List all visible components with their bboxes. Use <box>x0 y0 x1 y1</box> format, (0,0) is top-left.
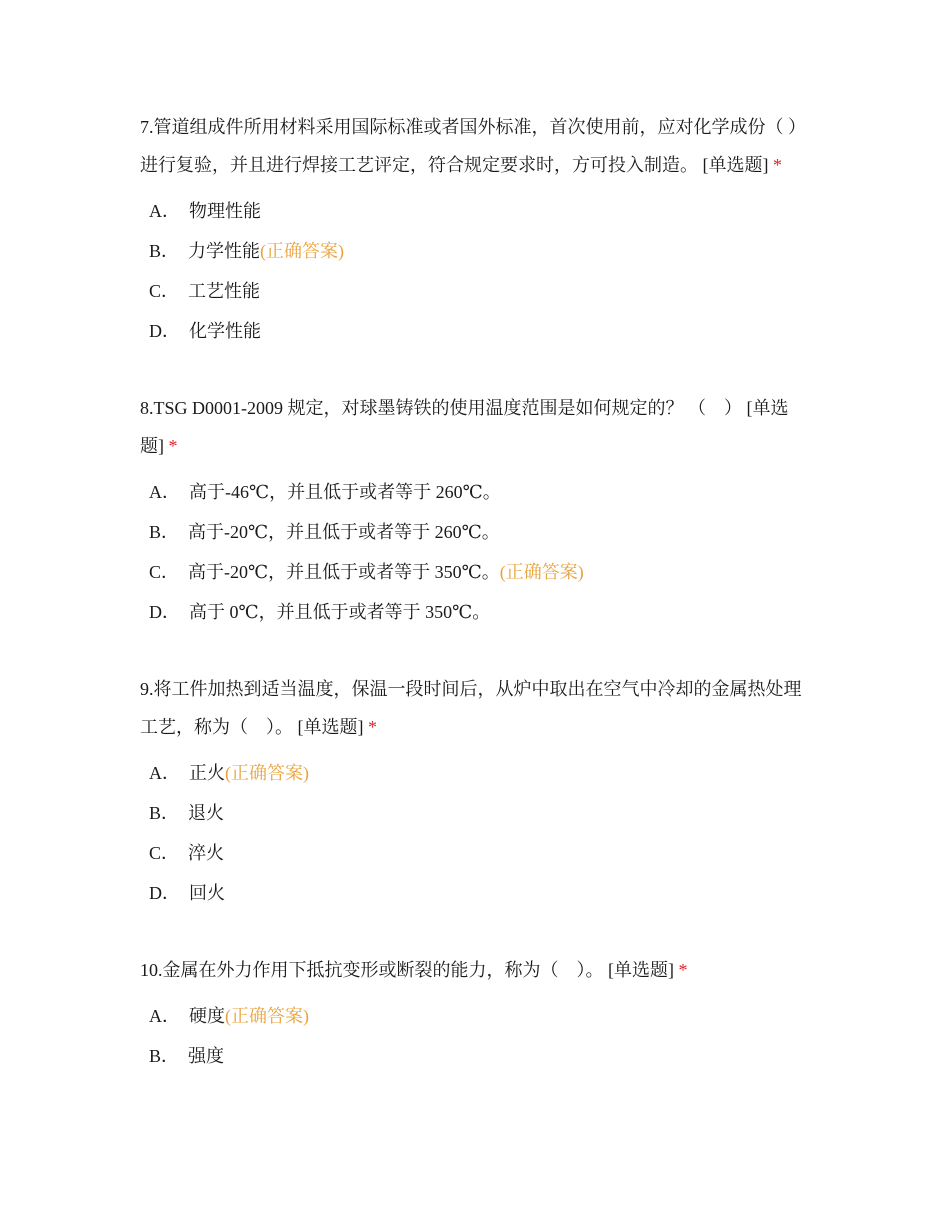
question-list <box>140 108 812 1076</box>
option-d[interactable] <box>140 311 812 351</box>
option-a[interactable] <box>140 996 812 1036</box>
option-text: 高于 0℃，并且低于或者等于 350℃。 <box>189 602 491 622</box>
options-list <box>140 996 812 1076</box>
correct-answer-tag: (正确答案) <box>260 241 345 261</box>
option-text: 物理性能 <box>189 201 261 221</box>
question-8 <box>140 389 812 632</box>
option-text: 高于-20℃，并且低于或者等于 260℃。 <box>188 522 500 542</box>
question-7 <box>140 108 812 351</box>
required-star: * <box>773 155 782 175</box>
option-letter: D． <box>149 321 180 341</box>
question-10 <box>140 951 812 1076</box>
question-9 <box>140 670 812 913</box>
question-stem: 9.将工件加热到适当温度，保温一段时间后，从炉中取出在空气中冷却的金属热处理工艺，称为（ ）。 [单选题] <box>140 679 802 737</box>
correct-answer-tag: (正确答案) <box>225 1006 309 1026</box>
option-letter: B． <box>149 803 180 823</box>
option-letter: B． <box>149 522 180 542</box>
question-text <box>140 389 812 465</box>
option-text: 回火 <box>189 883 225 903</box>
question-stem: 8.TSG D0001-2009 规定，对球墨铸铁的使用温度范围是如何规定的？ （ ） [单选题] <box>140 398 789 456</box>
option-letter: C． <box>149 843 180 863</box>
option-text: 退火 <box>188 803 225 823</box>
option-c[interactable] <box>140 552 812 592</box>
option-letter: B． <box>149 1046 180 1066</box>
question-stem: 10.金属在外力作用下抵抗变形或断裂的能力，称为（ ）。 [单选题] <box>140 960 674 980</box>
option-letter: A． <box>149 201 180 221</box>
option-text: 强度 <box>188 1046 225 1066</box>
option-letter: A． <box>149 482 180 502</box>
option-c[interactable] <box>140 271 812 311</box>
option-a[interactable] <box>140 753 812 793</box>
option-b[interactable] <box>140 512 812 552</box>
option-text: 淬火 <box>188 843 225 863</box>
question-text <box>140 670 812 746</box>
option-text: 高于-20℃，并且低于或者等于 350℃。 <box>188 562 500 582</box>
required-star: * <box>368 717 377 737</box>
option-letter: B． <box>149 241 180 261</box>
options-list <box>140 191 812 351</box>
option-text: 化学性能 <box>189 321 261 341</box>
option-letter: C． <box>149 281 180 301</box>
option-d[interactable] <box>140 592 812 632</box>
option-letter: D． <box>149 602 180 622</box>
option-text: 工艺性能 <box>188 281 261 301</box>
option-letter: C． <box>149 562 180 582</box>
option-letter: A． <box>149 1006 180 1026</box>
option-letter: D． <box>149 883 180 903</box>
option-b[interactable] <box>140 1036 812 1076</box>
option-text: 力学性能 <box>188 241 261 261</box>
option-b[interactable] <box>140 231 812 271</box>
required-star: * <box>168 436 178 456</box>
question-text <box>140 108 812 184</box>
question-stem: 7.管道组成件所用材料采用国际标准或者国外标准，首次使用前，应对化学成份（ ）进行复验，并且进行焊接工艺评定，符合规定要求时，方可投入制造。 [单选题] <box>140 117 806 175</box>
options-list <box>140 753 812 913</box>
question-text <box>140 951 812 989</box>
option-b[interactable] <box>140 793 812 833</box>
option-text: 正火 <box>189 763 225 783</box>
option-a[interactable] <box>140 191 812 231</box>
option-c[interactable] <box>140 833 812 873</box>
option-letter: A． <box>149 763 180 783</box>
option-a[interactable] <box>140 472 812 512</box>
option-text: 硬度 <box>189 1006 225 1026</box>
options-list <box>140 472 812 632</box>
correct-answer-tag: (正确答案) <box>499 562 584 582</box>
option-d[interactable] <box>140 873 812 913</box>
option-text: 高于-46℃，并且低于或者等于 260℃。 <box>189 482 501 502</box>
correct-answer-tag: (正确答案) <box>225 763 309 783</box>
required-star: * <box>678 960 688 980</box>
